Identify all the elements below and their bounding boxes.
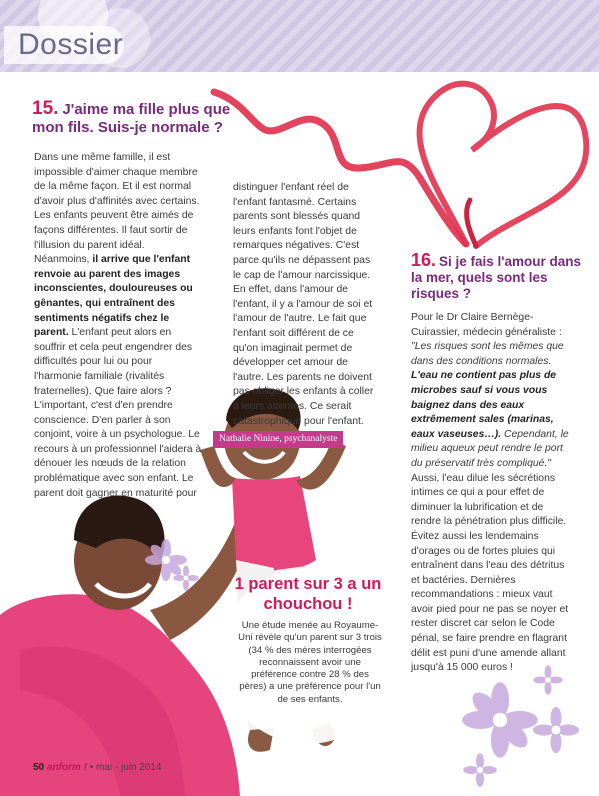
question-16-body — [411, 311, 569, 676]
paragraph-run-italic: "Les risques sont les mêmes que dans des conditions normales. — [411, 341, 564, 367]
page-footer — [33, 762, 162, 773]
question-number: 16. — [411, 250, 437, 270]
page-number: 50 — [33, 762, 45, 773]
question-number: 15. — [32, 98, 59, 119]
author-signature: Nathalie Ninine, psychanalyste — [213, 431, 343, 448]
paragraph-run: Aussi, l'eau dilue les sécrétions intimes ce qui a pour effet de diminuer la lubrification et de rendre la pénétration plus difficile. Évitez aussi les lendemains d'orages ou de fortes pluies qui entraînent dans l'eau des détritus et bactéries. Dernières recommandations : mieux vaut avoir pied pour ne pas se noyer et rester discret car selon le Code pénal, se faire prendre en flagrant délit est puni d'une amende allant jusqu'à 15 000 euros ! — [411, 472, 569, 674]
issue-date: • mai - juin 2014 — [89, 762, 162, 773]
paragraph-run-bold-italic: L'eau ne contient pas plus de microbes sauf si vous vous baignez dans des eaux extrêmement sales (marinas, eaux vaseuses…). — [411, 370, 557, 440]
paragraph-run: L'enfant peut alors en souffrir et cela peut engendrer des difficultés pour lui ou pour l'harmonie familiale (rivalités fraternelles). Que faire alors ? L'important, c'est d'en prendre conscience. D'en parler à son conjoint, voire à un psychologue. Le recours à un professionnel l'aidera à dénouer les nœuds de la relation problématique avec son enfant. Le parent doit gagner en maturité pour — [34, 327, 202, 499]
section-label: Dossier — [4, 26, 124, 64]
question-15-body-column-2 — [219, 181, 381, 448]
question-title: Si je fais l'amour dans la mer, quels sont les risques ? — [411, 254, 582, 301]
question-15-heading — [32, 100, 232, 137]
paragraph-text: distinguer l'enfant réel de l'enfant fantasmé. Certains parents sont blessés quand leurs enfants font l'objet de remarques négatives. C'est parce qu'ils ne dépassent pas le cap de l'amour narcissique. En effet, dans l'amour de l'enfant, il y a l'amour de soi et l'amour de l'autre. Le fait que l'enfant soit différent de ce qu'on imaginait permet de développer cet amour de l'autre. Les parents ne doivent pas obliger les enfants à coller à leurs attentes. Ce serait catastrophique pour l'enfant. — [233, 182, 374, 427]
question-15-body-column-1 — [34, 151, 202, 501]
question-16-heading — [411, 252, 586, 302]
magazine-name: anform ! — [46, 762, 87, 773]
callout-text: Une étude menée au Royaume-Uni révèle qu'un parent sur 3 trois (34 % des mères interrogées reconnaissent avoir une préférence contre 28 % des pères) a une préférence pour l'un de ses enfants. — [238, 620, 382, 705]
paragraph-run-italic: Cependant, le milieu aqueux peut rendre le port du préservatif très compliqué." — [411, 428, 569, 469]
paragraph-run-bold: il arrive que l'enfant renvoie au parent des images inconscientes, douloureuses ou gênantes, qui entraînent des sentiments négatifs chez le parent. — [34, 254, 193, 339]
callout-title: 1 parent sur 3 a un chouchou ! — [234, 575, 382, 613]
paragraph-run: Dans une même famille, il est impossible d'aimer chaque membre de la même façon. Et il est normal d'avoir plus d'affinités avec certains. Les enfants peuvent être aimés de façons différentes. Il faut sortir de l'illusion du parent idéal. Néanmoins, — [34, 152, 200, 266]
paragraph-run: Pour le Dr Claire Bernège-Cuirassier, médecin généraliste : — [411, 312, 562, 338]
question-title: J'aime ma fille plus que mon fils. Suis-je normale ? — [32, 101, 231, 136]
